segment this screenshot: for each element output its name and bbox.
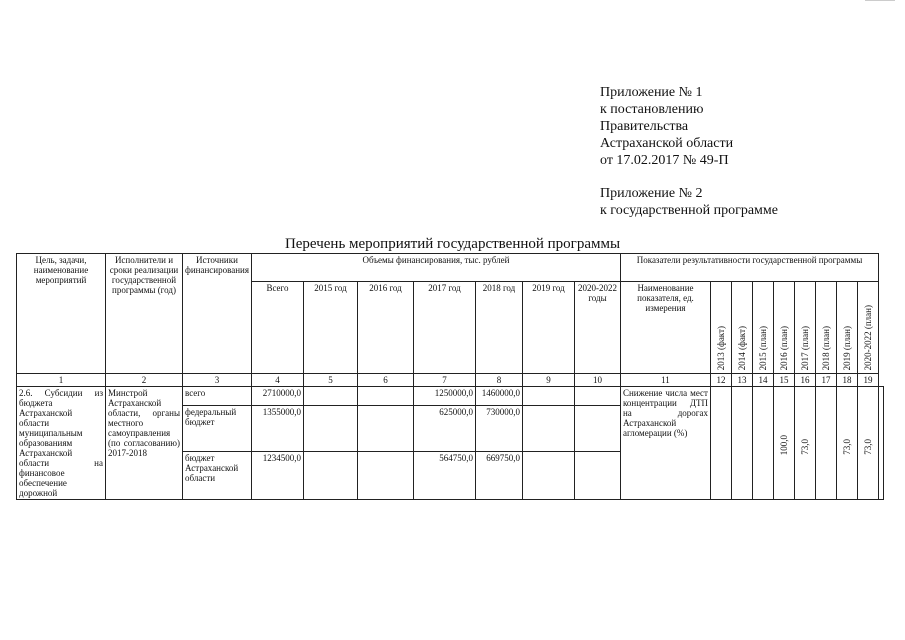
indicator-value xyxy=(815,387,836,500)
header-2020-2022: 2020-2022 годы xyxy=(574,282,620,374)
header-total: Всего xyxy=(251,282,303,374)
indicator-value xyxy=(752,387,773,500)
source-total: 1234500,0 xyxy=(251,451,303,499)
source-2019 xyxy=(522,405,574,451)
source-2018: 669750,0 xyxy=(475,451,522,499)
indicator-value xyxy=(773,387,794,500)
source-total: 1355000,0 xyxy=(251,405,303,451)
indicator-value xyxy=(731,387,752,500)
header-year-col xyxy=(752,282,773,374)
header-year-col xyxy=(731,282,752,374)
indicator-value xyxy=(836,387,857,500)
source-name: бюджет Астраханской области xyxy=(183,451,252,499)
col-number: 13 xyxy=(731,374,752,387)
source-2017: 1250000,0 xyxy=(413,387,475,406)
source-2015 xyxy=(303,387,357,406)
col-number: 15 xyxy=(773,374,794,387)
header-indicator-name: Наименование показателя, ед. измерения xyxy=(620,282,710,374)
col-number: 16 xyxy=(794,374,815,387)
col-number: 10 xyxy=(574,374,620,387)
measure-executor: Минстрой Астраханской области, органы местного самоуправления (по согласованию) 2017-2018 xyxy=(106,387,183,500)
col-number: 11 xyxy=(620,374,710,387)
indicator-value-text: 100,0 xyxy=(778,434,789,455)
col-number: 4 xyxy=(251,374,303,387)
indicator-value xyxy=(878,387,883,500)
indicator-value-text: 73,0 xyxy=(841,439,852,455)
appendix-1-block xyxy=(600,84,733,169)
header-indicators: Показатели результативности государственной программы xyxy=(620,254,878,282)
header-sources: Источники финансирования xyxy=(183,254,252,374)
source-2018: 1460000,0 xyxy=(475,387,522,406)
header-year-label: 2015 (план) xyxy=(757,325,768,370)
appendix-1-line: от 17.02.2017 № 49-П xyxy=(600,153,729,168)
header-year-label: 2017 (план) xyxy=(799,325,810,370)
source-2020-2022 xyxy=(574,451,620,499)
col-number: 9 xyxy=(522,374,574,387)
indicator-value-text: 73,0 xyxy=(862,439,873,455)
source-2017: 625000,0 xyxy=(413,405,475,451)
appendix-2-block xyxy=(600,185,778,219)
header-year-label: 2016 (план) xyxy=(778,325,789,370)
indicator-value-text: 73,0 xyxy=(799,439,810,455)
header-executors: Исполнители и сроки реализации государственной программы (год) xyxy=(106,254,183,374)
program-table xyxy=(16,253,884,500)
header-year-col xyxy=(794,282,815,374)
header-year-label: 2014 (факт) xyxy=(736,325,747,370)
source-2020-2022 xyxy=(574,387,620,406)
header-year-label: 2013 (факт) xyxy=(715,325,726,370)
measure-goal: 2.6. Субсидии из бюджета Астраханской области муниципальным образованиям Астраханской области на финансовое обеспечение дорожной xyxy=(17,387,106,500)
indicator-name: Снижение числа мест концентрации ДТП на дорогах Астраханской агломерации (%) xyxy=(620,387,710,500)
source-name: всего xyxy=(183,387,252,406)
header-year-col xyxy=(815,282,836,374)
source-2019 xyxy=(522,451,574,499)
header-year-label: 2019 (план) xyxy=(841,325,852,370)
appendix-2-line: Приложение № 2 xyxy=(600,186,703,201)
col-number: 3 xyxy=(183,374,252,387)
source-2016 xyxy=(357,405,413,451)
indicator-value xyxy=(857,387,878,500)
source-2016 xyxy=(357,451,413,499)
col-number: 1 xyxy=(17,374,106,387)
indicator-value xyxy=(794,387,815,500)
header-goal: Цель, задачи, наименование мероприятий xyxy=(17,254,106,374)
col-number: 19 xyxy=(857,374,878,387)
header-year-label: 2018 (план) xyxy=(820,325,831,370)
scan-mark xyxy=(865,0,895,3)
source-2017: 564750,0 xyxy=(413,451,475,499)
appendix-1-line: Астраханской области xyxy=(600,136,734,151)
header-2017: 2017 год xyxy=(413,282,475,374)
header-year-col xyxy=(836,282,857,374)
header-2015: 2015 год xyxy=(303,282,357,374)
col-number: 17 xyxy=(815,374,836,387)
header-2019: 2019 год xyxy=(522,282,574,374)
indicator-value xyxy=(710,387,731,500)
appendix-1-line: к постановлению xyxy=(600,102,704,117)
col-number: 2 xyxy=(106,374,183,387)
source-2015 xyxy=(303,451,357,499)
source-2018: 730000,0 xyxy=(475,405,522,451)
header-year-col xyxy=(857,282,878,374)
col-number: 6 xyxy=(357,374,413,387)
header-year-col xyxy=(710,282,731,374)
col-number: 5 xyxy=(303,374,357,387)
header-year-label: 2020-2022 (план) xyxy=(862,304,873,370)
col-number: 7 xyxy=(413,374,475,387)
col-number: 14 xyxy=(752,374,773,387)
header-funding: Объемы финансирования, тыс. рублей xyxy=(251,254,620,282)
col-number: 12 xyxy=(710,374,731,387)
header-2016: 2016 год xyxy=(357,282,413,374)
column-numbers-row xyxy=(17,374,884,387)
source-2016 xyxy=(357,387,413,406)
page-title: Перечень мероприятий государственной программы xyxy=(284,236,621,252)
header-2018: 2018 год xyxy=(475,282,522,374)
source-2015 xyxy=(303,405,357,451)
source-2020-2022 xyxy=(574,405,620,451)
appendix-1-line: Правительства xyxy=(600,119,689,134)
appendix-2-line: к государственной программе xyxy=(600,203,778,218)
col-number: 8 xyxy=(475,374,522,387)
source-2019 xyxy=(522,387,574,406)
appendix-1-line: Приложение № 1 xyxy=(600,85,703,100)
source-total: 2710000,0 xyxy=(251,387,303,406)
source-name: федеральный бюджет xyxy=(183,405,252,451)
col-number: 18 xyxy=(836,374,857,387)
header-year-col xyxy=(773,282,794,374)
table-row xyxy=(17,387,884,406)
